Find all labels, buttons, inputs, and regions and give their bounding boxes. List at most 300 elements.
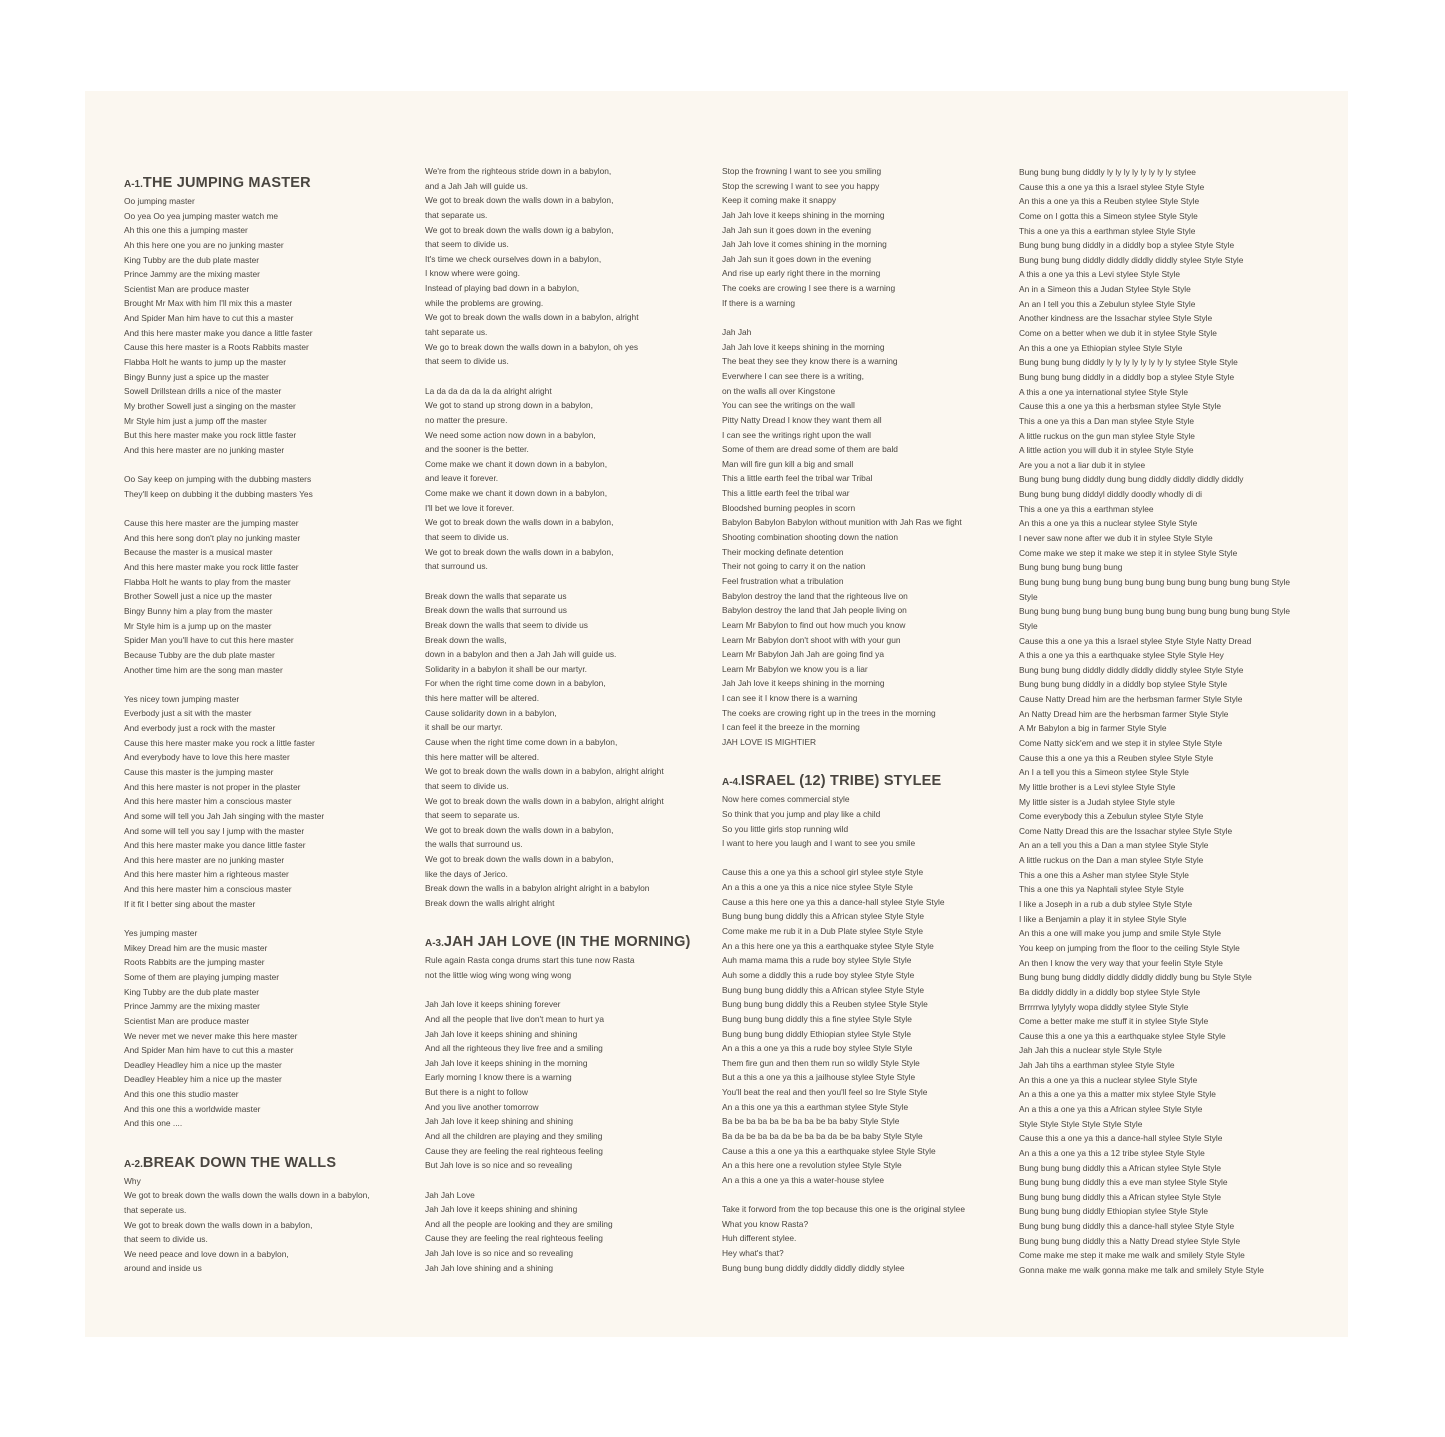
- lyric-line: Deadley Heabley him a nice up the master: [124, 1074, 282, 1085]
- lyric-line: JAH LOVE IS MIGHTIER: [722, 736, 817, 747]
- lyric-line: It's time we check ourselves down in a babylon,: [425, 253, 602, 264]
- lyric-line: it shall be our martyr.: [425, 722, 503, 733]
- lyrics-column-1: [124, 172, 424, 1276]
- lyric-line: And this one this a worldwide master: [124, 1103, 261, 1114]
- lyric-line: My brother Sowell just a singing on the master: [124, 400, 296, 411]
- lyric-line: For when the right time come down in a babylon,: [425, 678, 606, 689]
- lyric-line: Come make me step it make me walk and smilely Style Style: [1019, 1250, 1245, 1261]
- lyric-line: and leave it forever.: [425, 473, 499, 484]
- lyric-line: Ba da be ba ba da be ba ba da be ba baby Style Style: [722, 1131, 923, 1141]
- lyric-line: that surround us.: [425, 561, 488, 572]
- lyric-line: like the days of Jerico.: [425, 868, 508, 879]
- lyric-line: Learn Mr Babylon Jah Jah are going find ya: [722, 649, 885, 660]
- lyric-line: Huh different stylee.: [722, 1233, 797, 1244]
- lyric-line: Deadley Headley him a nice up the master: [124, 1059, 282, 1070]
- lyric-line: Learn Mr Babylon don't shoot with with your gun: [722, 634, 901, 645]
- lyric-line: Jah Jah sun it goes down in the evening: [722, 224, 871, 235]
- lyric-line: Bung bung bung diddly ly ly ly ly ly ly ly ly stylee Style Style: [1019, 357, 1238, 368]
- lyric-line: Cause a this here one ya this a dance-hall stylee Style Style: [722, 896, 945, 907]
- lyric-line: Another time him are the song man master: [124, 664, 283, 675]
- lyric-line: Jah Jah this a nuclear style Style Style: [1019, 1045, 1162, 1056]
- lyric-line: I'll bet we love it forever.: [425, 502, 515, 513]
- lyric-line: Learn Mr Babylon to find out how much you know: [722, 619, 906, 630]
- lyric-line: Break down the walls that seem to divide us: [425, 619, 588, 630]
- lyric-line: Their mocking definate detention: [722, 546, 844, 557]
- stanza-break: [124, 458, 424, 473]
- lyric-line: this here matter will be altered.: [425, 751, 540, 762]
- lyric-line: Jah Jah love shining and a shining: [425, 1262, 554, 1273]
- lyric-line: Bung bung bung diddly diddly diddly diddly stylee Style Style: [1019, 664, 1244, 675]
- lyric-line: I never saw none after we dub it in stylee Style Style: [1019, 533, 1213, 544]
- lyric-line: I know where were going.: [425, 268, 520, 279]
- lyric-line: Cause this a one ya this a dance-hall stylee Style Style: [1019, 1133, 1223, 1144]
- lyric-line: And this here master him a conscious master: [124, 884, 292, 895]
- lyric-line: If there is a warning: [722, 297, 796, 308]
- lyric-line: Come Natty sick'em and we step it in stylee Style Style: [1019, 737, 1223, 748]
- lyric-line: Cause this a one ya this a herbsman stylee Style Style: [1019, 401, 1222, 412]
- lyric-line: And Spider Man him have to cut this a master: [124, 313, 294, 324]
- lyric-line: An I a tell you this a Simeon stylee Style Style: [1019, 767, 1189, 778]
- lyric-line: Them fire gun and then them run so wildly Style Style: [722, 1057, 920, 1068]
- lyric-line: We got to stand up strong down in a babylon,: [425, 400, 593, 411]
- lyric-line: But this here master make you rock little faster: [124, 430, 297, 441]
- lyric-line: and a Jah Jah will guide us.: [425, 180, 528, 191]
- lyric-line: Cause this here master make you rock a little faster: [124, 737, 315, 748]
- lyric-line: We got to break down the walls down in a babylon,: [425, 854, 614, 865]
- lyric-line: We got to break down the walls down in a babylon,: [425, 824, 614, 835]
- lyric-line: Flabba Holt he wants to play from the master: [124, 576, 291, 587]
- lyric-line: Bung bung bung diddly ly ly ly ly ly ly ly ly stylee: [1019, 167, 1196, 177]
- lyric-line: Learn Mr Babylon we know you is a liar: [722, 663, 868, 674]
- lyric-line: And everybody have to love this here master: [124, 752, 290, 763]
- lyric-line: An this a one ya this a nuclear stylee Style Style: [1019, 1074, 1198, 1085]
- lyric-line: Break down the walls that surround us: [425, 605, 567, 616]
- lyric-line: Bung bung bung diddly this a fine stylee Style Style: [722, 1013, 912, 1024]
- lyric-line: Oo yea Oo yea jumping master watch me: [124, 210, 279, 221]
- lyric-line: Brother Sowell just a nice up the master: [124, 591, 273, 602]
- lyric-line: We need some action now down in a babylon,: [425, 429, 596, 440]
- lyric-line: Cause they are feeling the real righteous feeling: [425, 1233, 603, 1244]
- lyric-line: And all the children are playing and they smiling: [425, 1131, 603, 1141]
- song-title: ISRAEL (12) TRIBE) STYLEE: [740, 773, 942, 790]
- lyric-line: Bingy Bunny him a play from the master: [124, 605, 273, 616]
- lyric-line: A little action you will dub it in stylee Style Style: [1019, 445, 1194, 456]
- lyric-line: And all the righteous they live free and a smiling: [425, 1043, 603, 1054]
- lyric-line: Babylon destroy the land that Jah people living on: [722, 605, 907, 616]
- song-title: THE JUMPING MASTER: [142, 175, 311, 191]
- lyric-line: Some of them are playing jumping master: [124, 971, 280, 982]
- lyric-line: Cause this master is the jumping master: [124, 766, 274, 777]
- lyric-line: Jah Jah love it keep shining and shining: [425, 1116, 574, 1127]
- lyric-line: We're from the righteous stride down in a babylon,: [425, 166, 612, 176]
- lyric-line: And this here master are no junking master: [124, 854, 285, 865]
- lyric-line: We got to break down the walls down in a babylon, alright alright: [425, 795, 664, 806]
- lyric-line: that seem to divide us.: [425, 239, 509, 250]
- lyric-line: Jah Jah sun it goes down in the evening: [722, 253, 871, 264]
- lyric-line: Bung bung bung diddly this a African stylee Style Style: [1019, 1191, 1222, 1202]
- lyric-line: Bung bung bung diddly diddly diddly diddly bung bu Style Style: [1019, 972, 1252, 983]
- lyric-line: Keep it coming make it snappy: [722, 195, 837, 206]
- lyric-line: Take it forword from the top because this one is the original stylee: [722, 1204, 966, 1215]
- lyric-line: Everbody just a sit with the master: [124, 708, 252, 719]
- lyric-line: and the sooner is the better.: [425, 444, 529, 455]
- lyric-line: And this here song don't play no junking master: [124, 532, 301, 543]
- lyric-line: Pitty Natty Dread I know they want them all: [722, 414, 882, 425]
- lyric-line: Style Style Style Style Style Style: [1019, 1118, 1143, 1129]
- lyric-line: And this here master him a conscious master: [124, 796, 292, 807]
- lyric-line: Shooting combination shooting down the nation: [722, 532, 899, 543]
- stanza-break: [124, 677, 424, 692]
- lyric-line: Style: [1019, 620, 1038, 631]
- lyric-line: Spider Man you'll have to cut this here master: [124, 635, 294, 646]
- lyric-line: We got to break down the walls down the walls down in a babylon,: [124, 1190, 370, 1201]
- lyric-line: And you live another tomorrow: [425, 1101, 539, 1112]
- lyric-line: Everwhere I can see there is a writing,: [722, 370, 864, 381]
- lyric-line: Rule again Rasta conga drums start this tune now Rasta: [425, 955, 635, 966]
- lyric-line: We got to break down the walls down in a babylon,: [425, 546, 614, 557]
- lyric-line: Bung bung bung diddly in a diddly bop stylee Style Style: [1019, 679, 1228, 690]
- lyric-line: My little brother is a Levi stylee Style Style: [1019, 781, 1176, 792]
- lyric-line: You keep on jumping from the floor to the ceiling Style Style: [1019, 942, 1240, 953]
- lyric-line: Cause Natty Dread him are the herbsman farmer Style Style: [1019, 694, 1243, 705]
- lyric-line: An a this a one ya this a rude boy stylee Style Style: [722, 1043, 913, 1054]
- lyric-line: Brought Mr Max with him I'll mix this a master: [124, 298, 293, 309]
- lyric-line: Oo Say keep on jumping with the dubbing masters: [124, 474, 312, 485]
- lyric-line: Break down the walls alright alright: [425, 898, 555, 909]
- lyric-line: Scientist Man are produce master: [124, 1015, 250, 1026]
- lyric-line: Feel frustration what a tribulation: [722, 575, 844, 586]
- lyric-line: And this here master him a righteous master: [124, 869, 289, 880]
- track-number: A-1.: [124, 179, 143, 190]
- lyric-line: Bung bung bung diddly Ethiopian stylee Style Style: [1019, 1206, 1209, 1217]
- lyric-line: Jah Jah: [722, 327, 752, 338]
- stanza-break: [722, 851, 1022, 866]
- lyric-line: You can see the writings on the wall: [722, 400, 855, 411]
- lyric-line: And some will tell you say I jump with the master: [124, 825, 305, 836]
- stanza-break: [124, 911, 424, 926]
- lyric-line: Prince Jammy are the mixing master: [124, 1001, 260, 1012]
- lyric-line: An an I tell you this a Zebulun stylee Style Style: [1019, 298, 1196, 309]
- lyric-line: Bloodshed burning peoples in scorn: [722, 502, 856, 513]
- lyric-line: An this a one ya this a nuclear stylee Style Style: [1019, 518, 1198, 529]
- lyric-line: A this a one ya international stylee Style Style: [1019, 386, 1188, 397]
- lyric-line: Jah Jah love it keeps shining in the morning: [722, 678, 885, 689]
- lyric-line: Jah Jah love it keeps shining in the morning: [722, 209, 885, 220]
- lyric-line: Bung bung bung bung bung bung bung bung bung bung bung bung Style: [1019, 606, 1291, 617]
- lyric-line: Solidarity in a babylon it shall be our martyr.: [425, 663, 587, 674]
- lyric-line: This a little earth feel the tribal war Tribal: [722, 473, 873, 484]
- lyric-line: no matter the presure.: [425, 414, 508, 425]
- lyric-line: that separate us.: [425, 209, 488, 220]
- lyric-line: Cause when the right time come down in a babylon,: [425, 736, 618, 747]
- lyric-line: Come everybody this a Zebulun stylee Style Style: [1019, 811, 1204, 822]
- lyric-line: Bung bung bung diddly in a diddly bop a stylee Style Style: [1019, 371, 1235, 382]
- lyric-line: An a this a one ya this a African stylee Style Style: [1019, 1104, 1203, 1114]
- lyric-line: Ba diddly diddly in a diddly bop stylee Style Style: [1019, 986, 1201, 997]
- lyric-line: This a one this ya Naphtali stylee Style Style: [1019, 884, 1184, 895]
- lyric-line: Jah Jah love it keeps shining forever: [425, 999, 561, 1010]
- lyric-line: Auh some a diddly this a rude boy stylee Style Style: [722, 969, 915, 980]
- lyric-line: Ah this one this a jumping master: [124, 225, 248, 236]
- lyric-line: Cause this a one ya this a school girl stylee style Style: [722, 867, 924, 878]
- lyric-line: Gonna make me walk gonna make me talk and smilely Style Style: [1019, 1265, 1264, 1276]
- lyric-line: Mikey Dread him are the music master: [124, 942, 268, 953]
- lyric-line: I like a Joseph in a rub a dub stylee Style Style: [1019, 899, 1193, 910]
- lyric-line: Cause this a one ya this a earthquake stylee Style Style: [1019, 1030, 1226, 1041]
- lyric-line: This a one ya this a earthman stylee: [1019, 503, 1154, 514]
- lyric-line: I can feel it the breeze in the morning: [722, 722, 860, 733]
- lyric-line: We got to break down the walls down in a babylon,: [425, 195, 614, 206]
- lyric-line: Bung bung bung diddly this a dance-hall stylee Style Style: [1019, 1221, 1235, 1232]
- lyric-line: A little ruckus on the Dan a man stylee Style Style: [1019, 855, 1204, 866]
- lyric-line: this here matter will be altered.: [425, 693, 540, 704]
- lyric-line: Come make me rub it in a Dub Plate stylee Style Style: [722, 926, 924, 937]
- lyric-line: A this a one ya this a earthquake stylee Style Style Hey: [1019, 650, 1224, 661]
- lyric-line: Come a better make me stuff it in stylee Style Style: [1019, 1016, 1209, 1027]
- lyric-line: But there is a night to follow: [425, 1087, 528, 1098]
- lyric-line: Break down the walls,: [425, 634, 507, 645]
- lyric-line: Bung bung bung diddly diddly diddly diddly stylee Style Style: [1019, 254, 1244, 265]
- lyric-line: on the walls all over Kingstone: [722, 385, 836, 396]
- lyric-line: Come make we chant it down down in a babylon,: [425, 488, 608, 499]
- lyrics-column-3: [722, 164, 1022, 1275]
- lyric-line: And rise up early right there in the morning: [722, 268, 881, 279]
- lyric-line: An a this here one a revolution stylee Style Style: [722, 1160, 902, 1171]
- stanza-break: [722, 750, 1022, 765]
- lyric-line: They'll keep on dubbing it the dubbing masters Yes: [124, 488, 313, 499]
- lyric-line: Flabba Holt he wants to jump up the master: [124, 357, 286, 368]
- lyric-line: A little ruckus on the gun man stylee Style Style: [1019, 430, 1195, 441]
- lyric-line: And this one this studio master: [124, 1089, 239, 1100]
- lyric-line: Come on I gotta this a Simeon stylee Style Style: [1019, 210, 1198, 221]
- lyric-line: We got to break down the walls down in a babylon,: [425, 517, 614, 528]
- lyric-line: So think that you jump and play like a child: [722, 808, 881, 819]
- lyric-line: We got to break down the walls down ig a babylon,: [425, 224, 614, 235]
- stanza-break: [425, 983, 725, 998]
- stanza-break: [425, 1173, 725, 1188]
- lyric-line: And Spider Man him have to cut this a master: [124, 1045, 294, 1056]
- lyric-line: the walls that surround us.: [425, 839, 523, 850]
- lyric-line: Bung bung bung diddly dung bung diddly diddly diddly diddly: [1019, 474, 1244, 485]
- lyric-line: Roots Rabbits are the jumping master: [124, 957, 265, 968]
- lyric-line: An a this a one ya this a 12 tribe stylee Style Style: [1019, 1147, 1205, 1158]
- lyric-line: Scientist Man are produce master: [124, 283, 250, 294]
- lyric-line: King Tubby are the dub plate master: [124, 254, 260, 265]
- lyric-line: A this a one ya this a Levi stylee Style Style: [1019, 269, 1181, 280]
- lyric-line: Ba be ba ba ba be ba ba be ba baby Style Style: [722, 1116, 900, 1127]
- lyric-line: Cause this a one ya this a Israel stylee Style Style Natty Dread: [1019, 635, 1252, 646]
- lyric-line: You'll beat the real and then you'll feel so Ire Style Style: [722, 1087, 928, 1098]
- lyric-line: Jah Jah love is so nice and so revealing: [425, 1248, 574, 1259]
- lyric-line: Bung bung bung diddly this a African stylee Style Style: [722, 911, 925, 922]
- lyric-line: Break down the walls that separate us: [425, 590, 567, 601]
- lyric-line: I can see the writings right upon the wall: [722, 429, 871, 440]
- lyric-line: Jah Jah love it comes shining in the morning: [722, 239, 887, 250]
- stanza-break: [425, 369, 725, 384]
- lyric-line: Cause a this a one ya this a earthquake stylee Style Style: [722, 1145, 936, 1156]
- lyric-line: around and inside us: [124, 1263, 202, 1274]
- lyric-line: And this here master are no junking master: [124, 444, 285, 455]
- lyric-line: Cause this here master are the jumping master: [124, 518, 299, 529]
- lyric-line: Jah Jah love it keeps shining in the morning: [425, 1057, 588, 1068]
- lyric-line: Cause this here master is a Roots Rabbits master: [124, 342, 309, 353]
- lyric-line: An a this a one ya this a nice nice stylee Style Style: [722, 882, 913, 893]
- lyric-line: Yes nicey town jumping master: [124, 693, 240, 704]
- lyric-line: And some will tell you Jah Jah singing with the master: [124, 810, 325, 821]
- stanza-break: [124, 1131, 424, 1146]
- lyric-line: Style: [1019, 591, 1038, 602]
- lyric-line: We need peace and love down in a babylon,: [124, 1248, 289, 1259]
- song-title: BREAK DOWN THE WALLS: [142, 1154, 337, 1171]
- lyric-line: Another kindness are the Issachar stylee Style Style: [1019, 313, 1213, 324]
- lyric-line: An an a tell you this a Dan a man stylee Style Style: [1019, 840, 1209, 851]
- song-heading: [124, 1152, 424, 1174]
- lyric-line: This a one ya this a earthman stylee Style Style: [1019, 225, 1196, 236]
- lyric-line: The beat they see they know there is a warning: [722, 356, 898, 367]
- lyric-line: Auh mama mama this a rude boy stylee Style Style: [722, 955, 912, 966]
- lyric-line: Jah Jah love it keeps shining and shining: [425, 1204, 578, 1215]
- lyric-line: Bung bung bung diddly diddly diddly diddly stylee: [722, 1262, 905, 1273]
- lyric-line: Bung bung bung bung bung: [1019, 562, 1123, 573]
- track-number: A-2.: [124, 1158, 143, 1170]
- lyric-line: Babylon Babylon Babylon without munition with Jah Ras we fight: [722, 517, 962, 528]
- lyric-line: Cause they are feeling the real righteous feeling: [425, 1145, 603, 1156]
- lyric-line: An a this one ya this a earthman stylee Style Style: [722, 1101, 909, 1112]
- lyric-line: Bung bung bung diddly this a African stylee Style Style: [722, 984, 925, 995]
- lyric-line: Their not going to carry it on the nation: [722, 561, 866, 572]
- lyric-line: But Jah love is so nice and so revealing: [425, 1160, 573, 1171]
- lyric-line: And this here master make you dance a little faster: [124, 327, 313, 338]
- lyric-line: This a little earth feel the tribal war: [722, 488, 850, 499]
- lyric-line: Bung bung bung diddyl diddly doodly whodly di di: [1019, 489, 1202, 500]
- lyric-line: So you little girls stop running wild: [722, 823, 849, 834]
- lyric-line: Oo jumping master: [124, 196, 195, 206]
- lyric-line: Bung bung bung diddly this a African stylee Style Style: [1019, 1162, 1222, 1173]
- song-heading: [124, 172, 424, 194]
- lyric-line: that seem to divide us.: [124, 1234, 208, 1245]
- lyric-line: Jah Jah love it keeps shining and shining: [425, 1028, 578, 1039]
- lyric-line: The coeks are crowing I see there is a warning: [722, 283, 896, 294]
- lyric-line: taht separate us.: [425, 327, 488, 338]
- lyric-line: Ah this here one you are no junking master: [124, 239, 284, 250]
- lyric-line: while the problems are growing.: [425, 297, 544, 308]
- track-number: A-4.: [722, 777, 741, 789]
- lyric-line: An this a one ya Ethiopian stylee Style Style: [1019, 342, 1183, 353]
- lyric-line: And this here master make you dance little faster: [124, 840, 306, 851]
- lyric-line: I like a Benjamin a play it in stylee Style Style: [1019, 913, 1187, 924]
- lyric-line: This a one ya this a Dan man stylee Style Style: [1019, 415, 1195, 426]
- lyric-line: We got to break down the walls down in a babylon, alright alright: [425, 766, 664, 777]
- lyric-line: An Natty Dread him are the herbsman farmer Style Style: [1019, 708, 1229, 719]
- lyric-line: Mr Style him just a jump off the master: [124, 415, 267, 426]
- lyric-line: down in a babylon and then a Jah Jah will guide us.: [425, 649, 617, 660]
- lyric-line: And this here master make you rock little faster: [124, 562, 299, 573]
- lyric-line: We got to break down the walls down in a babylon,: [124, 1219, 313, 1230]
- lyric-line: Stop the screwing I want to see you happy: [722, 180, 880, 191]
- lyric-line: Bingy Bunny just a spice up the master: [124, 371, 269, 382]
- lyric-line: not the little wiog wing wong wing wong: [425, 969, 572, 980]
- lyric-line: An this a one ya this a Reuben stylee Style Style: [1019, 196, 1200, 207]
- lyric-line: And all the people that live don't mean to hurt ya: [425, 1013, 604, 1024]
- song-title: JAH JAH LOVE (IN THE MORNING): [443, 934, 691, 951]
- lyric-line: that seperate us.: [124, 1204, 187, 1215]
- stanza-break: [425, 574, 725, 589]
- stanza-break: [124, 501, 424, 516]
- lyric-line: Prince Jammy are the mixing master: [124, 269, 260, 280]
- lyric-line: that seem to separate us.: [425, 810, 520, 821]
- lyric-line: This a one this a Asher man stylee Style Style: [1019, 869, 1189, 880]
- lyric-line: We go to break down the walls down in a babylon, oh yes: [425, 341, 639, 352]
- lyric-line: What you know Rasta?: [722, 1218, 809, 1229]
- lyric-line: Break down the walls in a babylon alright alright in a babylon: [425, 883, 650, 894]
- lyric-line: An this a one will make you jump and smile Style Style: [1019, 928, 1222, 939]
- lyric-line: An a this here one ya this a earthquake stylee Style Style: [722, 940, 934, 951]
- lyric-line: But a this a one ya this a jailhouse stylee Style Style: [722, 1072, 916, 1083]
- lyric-line: An a this a one ya this a matter mix stylee Style Style: [1019, 1089, 1216, 1100]
- lyric-line: Jah Jah Love: [425, 1189, 475, 1200]
- lyric-line: My little sister is a Judah stylee Style style: [1019, 796, 1175, 807]
- lyric-line: Are you a not a liar dub it in stylee: [1019, 459, 1146, 470]
- lyric-line: Come make we chant it down down in a babylon,: [425, 458, 608, 469]
- lyric-line: Cause this a one ya this a Reuben stylee Style Style: [1019, 752, 1214, 763]
- lyric-line: King Tubby are the dub plate master: [124, 986, 260, 997]
- lyric-line: We never met we never make this here master: [124, 1030, 298, 1041]
- lyric-line: Cause solidarity down in a babylon,: [425, 707, 557, 718]
- lyric-line: Mr Style him is a jump up on the master: [124, 620, 272, 631]
- lyric-line: I can see it I know there is a warning: [722, 693, 858, 704]
- lyric-line: If it fit I better sing about the master: [124, 898, 256, 909]
- lyric-line: Early morning I know there is a warning: [425, 1072, 572, 1083]
- track-number: A-3.: [425, 938, 444, 950]
- lyrics-column-2: [425, 164, 725, 1275]
- lyric-line: An then I know the very way that your feelin Style Style: [1019, 957, 1223, 968]
- lyric-line: Bung bung bung diddly in a diddly bop a stylee Style Style: [1019, 240, 1235, 251]
- lyric-line: Because Tubby are the dub plate master: [124, 649, 275, 660]
- lyric-line: Instead of playing bad down in a babylon,: [425, 283, 580, 294]
- song-heading: [425, 931, 725, 953]
- lyric-line: The coeks are crowing right up in the trees in the morning: [722, 707, 936, 718]
- lyric-line: An in a Simeon this a Judan Stylee Style Style: [1019, 284, 1191, 295]
- lyric-line: Babylon destroy the land that the righteous live on: [722, 590, 908, 601]
- lyric-line: And everbody just a rock with the master: [124, 723, 276, 734]
- stanza-break: [722, 1188, 1022, 1203]
- lyric-line: that seem to divide us.: [425, 780, 509, 791]
- lyric-line: Why: [124, 1175, 141, 1186]
- lyric-line: Hey what's that?: [722, 1248, 784, 1259]
- lyric-line: Come on a better when we dub it in stylee Style Style: [1019, 328, 1217, 339]
- lyric-line: Bung bung bung diddly this a eve man stylee Style Style: [1019, 1177, 1228, 1188]
- lyric-line: Come make we step it make we step it in stylee Style Style: [1019, 547, 1238, 558]
- lyric-line: Yes jumping master: [124, 928, 198, 939]
- lyric-line: Now here comes commercial style: [722, 794, 850, 805]
- song-heading: [722, 770, 1022, 792]
- lyric-line: And this one ....: [124, 1118, 183, 1129]
- lyric-line: Some of them are dread some of them are bald: [722, 444, 898, 455]
- lyric-line: And all the people are looking and they are smiling: [425, 1218, 613, 1229]
- lyric-line: Brrrrrwa lylylyly wopa diddly stylee Style Style: [1019, 1001, 1189, 1012]
- stanza-break: [425, 911, 725, 926]
- lyric-line: Sowell Drillstean drills a nice of the master: [124, 386, 282, 397]
- lyric-line: that seem to divide us.: [425, 356, 509, 367]
- lyric-line: Cause this a one ya this a Israel stylee Style Style: [1019, 181, 1205, 192]
- lyric-line: Bung bung bung bung bung bung bung bung bung bung bung bung Style: [1019, 576, 1291, 587]
- lyric-line: Because the master is a musical master: [124, 547, 273, 558]
- lyric-line: Jah Jah tihs a earthman stylee Style Style: [1019, 1060, 1175, 1071]
- lyric-line: An a this a one ya this a water-house stylee: [722, 1174, 885, 1185]
- lyric-line: that seem to divide us.: [425, 532, 509, 543]
- lyric-line: Jah Jah love it keeps shining in the morning: [722, 341, 885, 352]
- lyric-line: Stop the frowning I want to see you smiling: [722, 166, 882, 176]
